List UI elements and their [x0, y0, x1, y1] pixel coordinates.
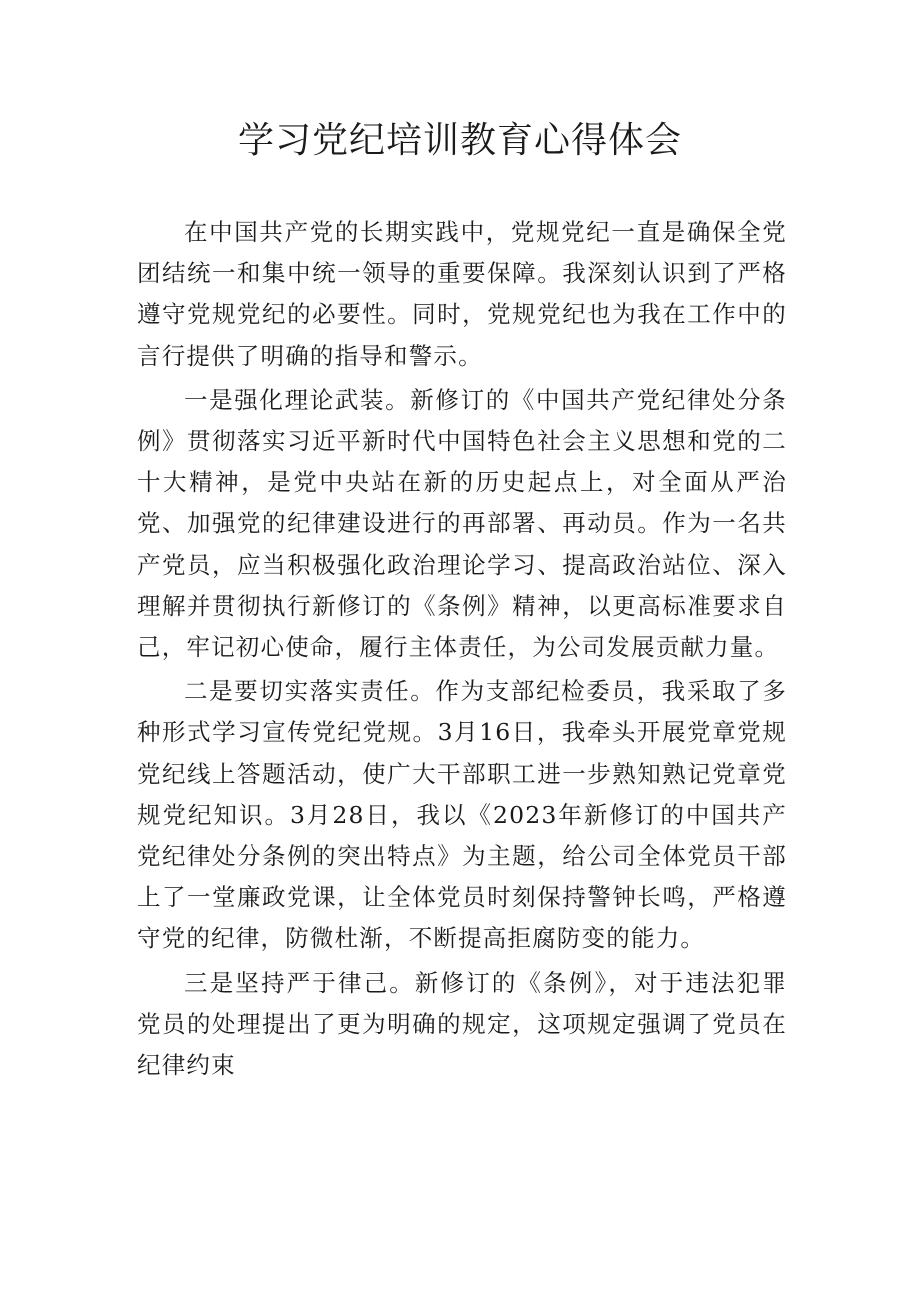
document-body [137, 212, 787, 1089]
paragraph-point-two: 二是要切实落实责任。作为支部纪检委员，我采取了多种形式学习宣传党纪党规。3月16日，我牵头开展党章党规党纪线上答题活动，使广大干部职工进一步熟知熟记党章党规党纪知识。3月28日，我以《2023年新修订的中国共产党纪律处分条例的突出特点》为主题，给公司全体党员干部上了一堂廉政党课，让全体党员时刻保持警钟长鸣，严格遵守党的纪律，防微杜渐，不断提高拒腐防变的能力。 [137, 677, 787, 953]
paragraph-point-three: 三是坚持严于律己。新修订的《条例》，对于违法犯罪党员的处理提出了更为明确的规定，这项规定强调了党员在纪律约束 [137, 968, 787, 1080]
paragraph-intro: 在中国共产党的长期实践中，党规党纪一直是确保全党团结统一和集中统一领导的重要保障。我深刻认识到了严格遵守党规党纪的必要性。同时，党规党纪也为我在工作中的言行提供了明确的指导和警示。 [137, 218, 787, 370]
document-title: 学习党纪培训教育心得体会 [237, 120, 682, 161]
paragraph-point-one: 一是强化理论武装。新修订的《中国共产党纪律处分条例》贯彻落实习近平新时代中国特色社会主义思想和党的二十大精神，是党中央站在新的历史起点上，对全面从严治党、加强党的纪律建设进行的再部署、再动员。作为一名共产党员，应当积极强化政治理论学习、提高政治站位、深入理解并贯彻执行新修订的《条例》精神，以更高标准要求自己，牢记初心使命，履行主体责任，为公司发展贡献力量。 [137, 385, 787, 662]
